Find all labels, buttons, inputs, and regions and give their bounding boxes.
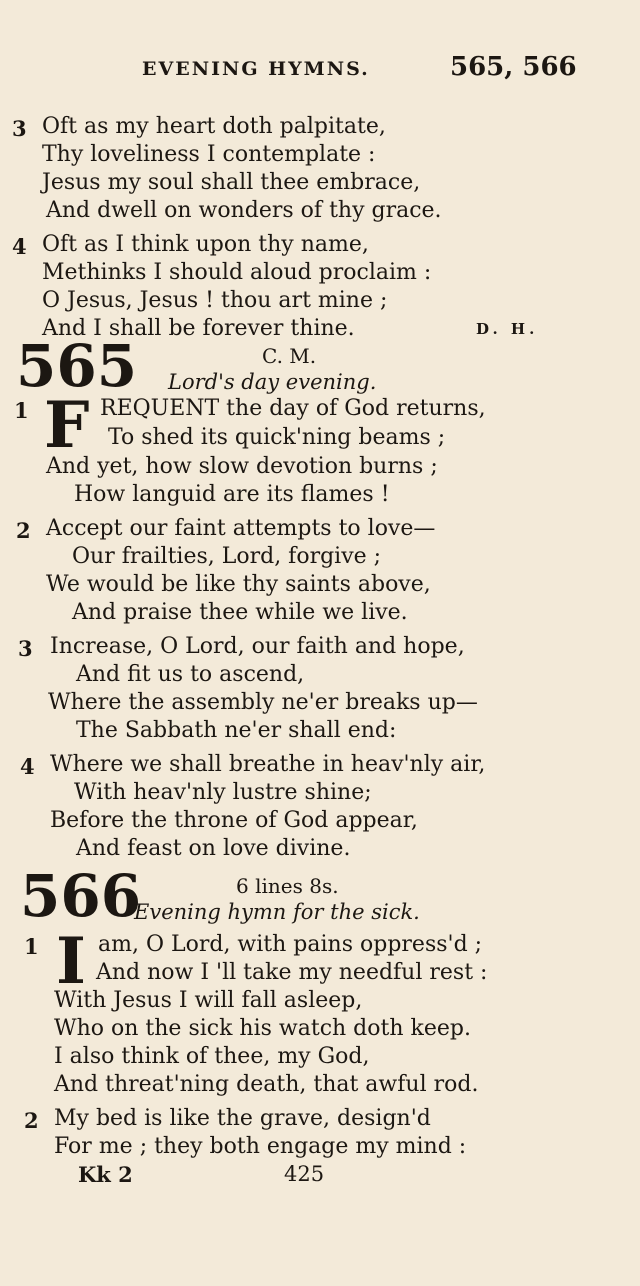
verse-line: Oft as I think upon thy name,: [42, 232, 369, 257]
verse-line: We would be like thy saints above,: [46, 572, 431, 597]
verse-line: And threat'ning death, that awful rod.: [54, 1072, 479, 1097]
verse-line: Jesus my soul shall thee embrace,: [42, 170, 421, 195]
verse-line: And dwell on wonders of thy grace.: [46, 198, 442, 223]
verse-line: REQUENT the day of God returns,: [100, 396, 486, 421]
hymn-meter: C. M.: [262, 344, 317, 368]
verse-line: To shed its quick'ning beams ;: [108, 425, 446, 450]
header-hymn-numbers: 565, 566: [450, 52, 577, 82]
running-title: EVENING HYMNS.: [142, 58, 370, 80]
verse-line: Where the assembly ne'er breaks up—: [48, 690, 478, 715]
verse-line: am, O Lord, with pains oppress'd ;: [98, 932, 483, 957]
drop-cap: I: [56, 924, 86, 999]
signature-mark: Kk 2: [78, 1162, 133, 1187]
verse-line: Where we shall breathe in heav'nly air,: [50, 752, 486, 777]
verse-line: And praise thee while we live.: [72, 600, 408, 625]
hymn-title: Lord's day evening.: [168, 370, 377, 394]
verse-line: With heav'nly lustre shine;: [74, 780, 372, 805]
verse-line: Before the throne of God appear,: [50, 808, 418, 833]
verse-line: Accept our faint attempts to love—: [46, 516, 436, 541]
hymn-number: 566: [20, 862, 142, 930]
verse-line: For me ; they both engage my mind :: [54, 1134, 467, 1159]
hymn-number: 565: [16, 332, 138, 400]
verse-line: Who on the sick his watch doth keep.: [54, 1016, 471, 1041]
verse-line: And yet, how slow devotion burns ;: [46, 454, 438, 479]
drop-cap: F: [44, 388, 90, 463]
verse-line: Increase, O Lord, our faith and hope,: [50, 634, 465, 659]
hymn-title: Evening hymn for the sick.: [134, 900, 420, 924]
verse-line: And feast on love divine.: [76, 836, 351, 861]
verse-line: How languid are its flames !: [74, 482, 390, 507]
verse-line: Methinks I should aloud proclaim :: [42, 260, 432, 285]
stanza-number: 4: [12, 234, 27, 259]
stanza-number: 3: [18, 636, 33, 661]
stanza-number: 1: [14, 398, 29, 423]
author-initials: D. H.: [476, 320, 539, 338]
hymn-meter: 6 lines 8s.: [236, 874, 339, 898]
verse-line: And fit us to ascend,: [76, 662, 305, 687]
verse-line: Thy loveliness I contemplate :: [42, 142, 376, 167]
page-number: 425: [284, 1162, 325, 1186]
verse-line: O Jesus, Jesus ! thou art mine ;: [42, 288, 388, 313]
verse-line: I also think of thee, my God,: [54, 1044, 370, 1069]
stanza-number: 2: [24, 1108, 39, 1133]
stanza-number: 3: [12, 116, 27, 141]
verse-line: With Jesus I will fall asleep,: [54, 988, 363, 1013]
stanza-number: 1: [24, 934, 39, 959]
verse-line: Oft as my heart doth palpitate,: [42, 114, 386, 139]
verse-line: And I shall be forever thine.: [42, 316, 355, 341]
stanza-number: 4: [20, 754, 35, 779]
stanza-number: 2: [16, 518, 31, 543]
verse-line: My bed is like the grave, design'd: [54, 1106, 431, 1131]
verse-line: And now I 'll take my needful rest :: [96, 960, 488, 985]
verse-line: Our frailties, Lord, forgive ;: [72, 544, 382, 569]
verse-line: The Sabbath ne'er shall end:: [76, 718, 397, 743]
